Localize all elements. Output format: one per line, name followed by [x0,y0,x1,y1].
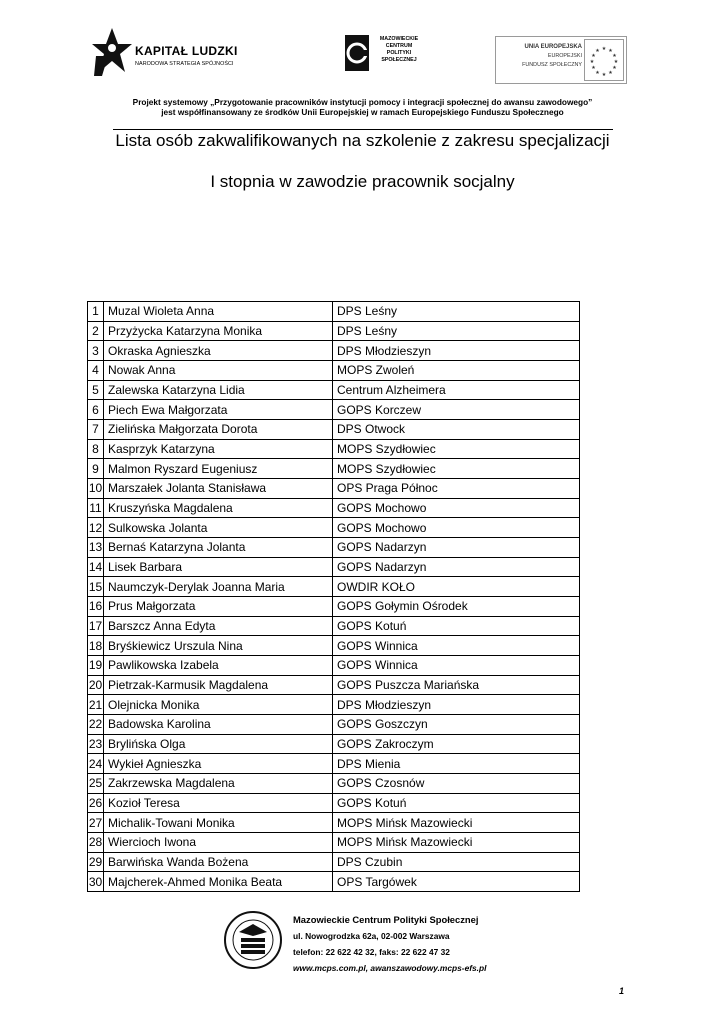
svg-text:★: ★ [591,65,596,71]
institution-name: GOPS Kotuń [333,793,580,813]
institution-name: DPS Czubin [333,852,580,872]
institution-name: OPS Praga Północ [333,479,580,499]
eu-logo-text: UNIA EUROPEJSKA EUROPEJSKI FUNDUSZ SPOŁECZNY [522,44,582,68]
participant-name: Naumczyk-Derylak Joanna Maria [104,577,333,597]
participant-name: Brylińska Olga [104,734,333,754]
row-number: 14 [88,557,104,577]
footer-address: ul. Nowogrodzka 62a, 02-002 Warszawa [293,931,450,941]
row-number: 7 [88,420,104,440]
table-row [88,321,580,341]
institution-name: MOPS Zwoleń [333,361,580,381]
table-row [88,852,580,872]
participants-table [87,301,580,892]
institution-name: GOPS Gołymin Ośrodek [333,597,580,617]
institution-name: DPS Otwock [333,420,580,440]
institution-name: OPS Targówek [333,872,580,892]
table-row [88,420,580,440]
participant-name: Okraska Agnieszka [104,341,333,361]
row-number: 11 [88,498,104,518]
institution-name: GOPS Puszcza Mariańska [333,675,580,695]
table-row [88,597,580,617]
participant-name: Zakrzewska Magdalena [104,774,333,794]
svg-text:★: ★ [608,48,613,54]
row-number: 28 [88,833,104,853]
participant-name: Bryśkiewicz Urszula Nina [104,636,333,656]
table-row [88,754,580,774]
svg-text:★: ★ [613,59,619,65]
table-row [88,557,580,577]
document-title: Lista osób zakwalifikowanych na szkolenie z zakresu specjalizacji [115,131,610,150]
logo-header [0,22,725,84]
table-row [88,538,580,558]
row-number: 29 [88,852,104,872]
table-row [88,380,580,400]
row-number: 24 [88,754,104,774]
table-row [88,734,580,754]
institution-name: OWDIR KOŁO [333,577,580,597]
kapital-ludzki-subtitle: NARODOWA STRATEGIA SPÓJNOŚCI [135,61,234,67]
row-number: 2 [88,321,104,341]
institution-name: MOPS Mińsk Mazowiecki [333,813,580,833]
institution-name: GOPS Czosnów [333,774,580,794]
institution-name: GOPS Zakroczym [333,734,580,754]
table-row [88,341,580,361]
table-row [88,636,580,656]
mcps-logo-text: MAZOWIECKIE CENTRUM POLITYKI SPOŁECZNEJ [379,36,419,63]
institution-name: GOPS Goszczyn [333,715,580,735]
mcps-emblem-icon [344,34,370,72]
kapital-ludzki-title: KAPITAŁ LUDZKI [135,44,238,58]
institution-name: DPS Leśny [333,302,580,322]
institution-name: MOPS Szydłowiec [333,459,580,479]
participant-name: Przyżycka Katarzyna Monika [104,321,333,341]
participant-name: Majcherek-Ahmed Monika Beata [104,872,333,892]
institution-name: DPS Młodzieszyn [333,341,580,361]
svg-text:★: ★ [589,59,595,65]
institution-name: GOPS Nadarzyn [333,557,580,577]
participant-name: Barszcz Anna Edyta [104,616,333,636]
header-divider [113,129,613,130]
institution-name: GOPS Nadarzyn [333,538,580,558]
eu-logo [495,36,627,84]
table-row [88,675,580,695]
table-row [88,872,580,892]
table-row [88,361,580,381]
row-number: 9 [88,459,104,479]
participant-name: Wiercioch Iwona [104,833,333,853]
participant-name: Kasprzyk Katarzyna [104,439,333,459]
svg-text:★: ★ [595,70,600,76]
institution-name: DPS Leśny [333,321,580,341]
table-row [88,833,580,853]
row-number: 4 [88,361,104,381]
participant-name: Sulkowska Jolanta [104,518,333,538]
row-number: 1 [88,302,104,322]
participants-table-body [88,302,580,892]
footer-contact [293,912,486,976]
participant-name: Wykieł Agnieszka [104,754,333,774]
table-row [88,479,580,499]
participant-name: Pietrzak-Karmusik Magdalena [104,675,333,695]
table-row [88,459,580,479]
table-row [88,715,580,735]
participant-name: Muzal Wioleta Anna [104,302,333,322]
table-row [88,439,580,459]
participant-name: Marszałek Jolanta Stanisława [104,479,333,499]
row-number: 5 [88,380,104,400]
row-number: 6 [88,400,104,420]
institution-name: GOPS Mochowo [333,518,580,538]
svg-text:★: ★ [601,46,607,52]
row-number: 25 [88,774,104,794]
table-row [88,813,580,833]
table-row [88,518,580,538]
participant-name: Olejnicka Monika [104,695,333,715]
row-number: 12 [88,518,104,538]
project-description: Projekt systemowy „Przygotowanie pracowników instytucji pomocy i integracji społecznej do awansu zawodowego” jest współfinansowany ze środków Unii Europejskiej w ramach Europejskiego Funduszu Społecznego [132,97,593,117]
participant-name: Pawlikowska Izabela [104,656,333,676]
institution-name: DPS Mienia [333,754,580,774]
institution-name: MOPS Szydłowiec [333,439,580,459]
row-number: 16 [88,597,104,617]
svg-text:★: ★ [612,53,617,59]
row-number: 10 [88,479,104,499]
table-row [88,498,580,518]
table-row [88,577,580,597]
row-number: 26 [88,793,104,813]
table-row [88,400,580,420]
participant-name: Zalewska Katarzyna Lidia [104,380,333,400]
row-number: 17 [88,616,104,636]
participant-name: Piech Ewa Małgorzata [104,400,333,420]
row-number: 19 [88,656,104,676]
institution-name: MOPS Mińsk Mazowiecki [333,833,580,853]
participant-name: Barwińska Wanda Bożena [104,852,333,872]
row-number: 30 [88,872,104,892]
participant-name: Lisek Barbara [104,557,333,577]
mcps-seal-icon [223,910,283,970]
participant-name: Kozioł Teresa [104,793,333,813]
svg-text:★: ★ [608,70,613,76]
svg-text:★: ★ [612,65,617,71]
document-subtitle: I stopnia w zawodzie pracownik socjalny [210,172,515,191]
row-number: 8 [88,439,104,459]
institution-name: GOPS Korczew [333,400,580,420]
svg-text:★: ★ [591,53,596,59]
table-row [88,302,580,322]
row-number: 21 [88,695,104,715]
svg-text:★: ★ [601,72,607,78]
row-number: 13 [88,538,104,558]
institution-name: DPS Młodzieszyn [333,695,580,715]
row-number: 3 [88,341,104,361]
participant-name: Zielińska Małgorzata Dorota [104,420,333,440]
eu-flag-icon [584,39,624,81]
table-row [88,774,580,794]
participant-name: Prus Małgorzata [104,597,333,617]
institution-name: GOPS Winnica [333,636,580,656]
participant-name: Badowska Karolina [104,715,333,735]
table-row [88,656,580,676]
mcps-logo [344,34,434,74]
footer-phone: telefon: 22 622 42 32, faks: 22 622 47 32 [293,947,450,957]
svg-text:★: ★ [595,48,600,54]
table-row [88,793,580,813]
table-row [88,616,580,636]
institution-name: Centrum Alzheimera [333,380,580,400]
footer-www: www.mcps.com.pl, awanszawodowy.mcps-efs.pl [293,963,487,973]
institution-name: GOPS Mochowo [333,498,580,518]
row-number: 23 [88,734,104,754]
participant-name: Michalik-Towani Monika [104,813,333,833]
row-number: 15 [88,577,104,597]
institution-name: GOPS Winnica [333,656,580,676]
participant-name: Bernaś Katarzyna Jolanta [104,538,333,558]
participant-name: Nowak Anna [104,361,333,381]
row-number: 27 [88,813,104,833]
participant-name: Kruszyńska Magdalena [104,498,333,518]
kapital-ludzki-logo [92,26,252,82]
kapital-ludzki-star-icon [92,26,132,78]
page-number: 1 [619,986,625,996]
row-number: 22 [88,715,104,735]
row-number: 18 [88,636,104,656]
table-row [88,695,580,715]
footer-org: Mazowieckie Centrum Polityki Społecznej [293,914,479,925]
participant-name: Malmon Ryszard Eugeniusz [104,459,333,479]
row-number: 20 [88,675,104,695]
institution-name: GOPS Kotuń [333,616,580,636]
